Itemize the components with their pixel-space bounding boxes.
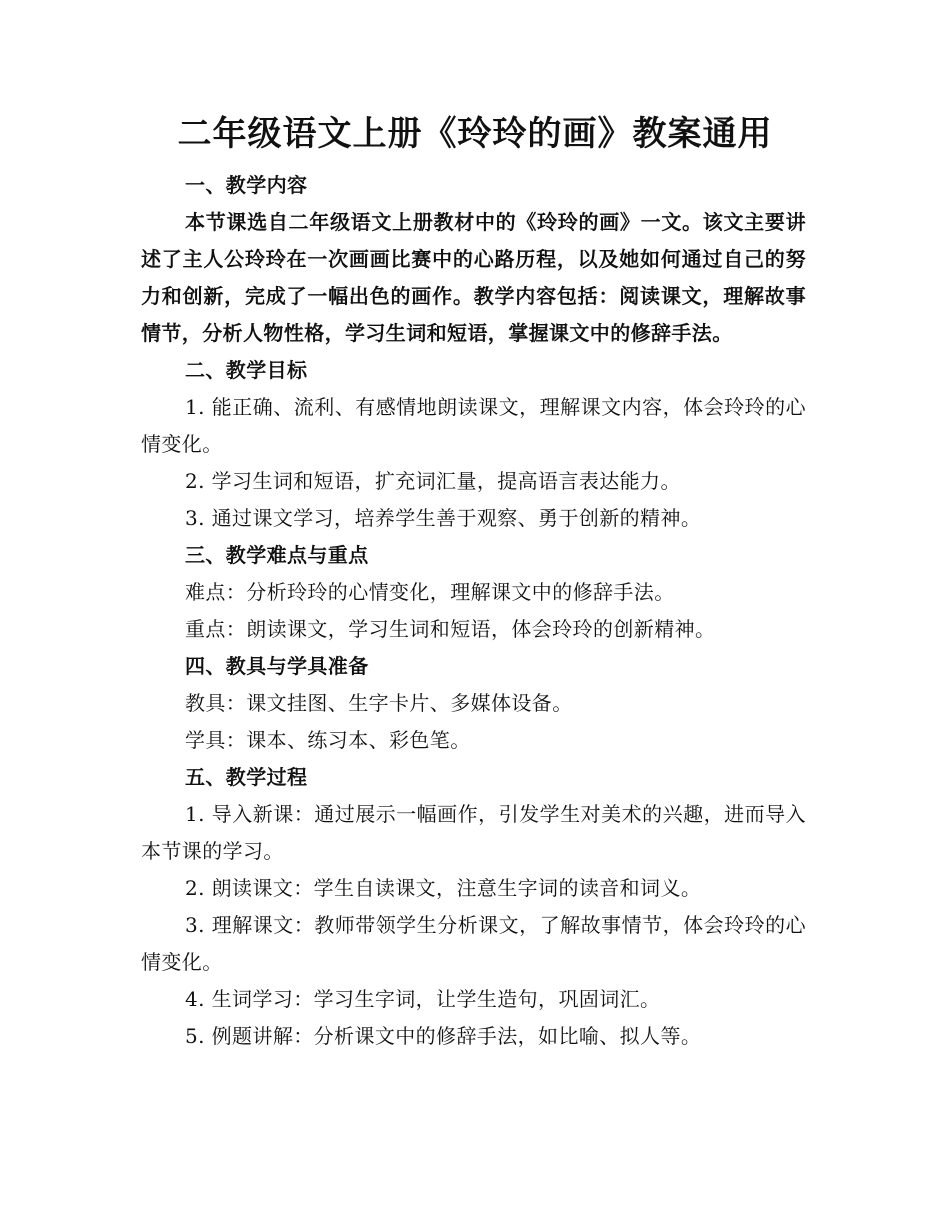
content-paragraph: 本节课选自二年级语文上册教材中的《玲玲的画》一文。该文主要讲述了主人公玲玲在一次画画比赛中的心路历程，以及她如何通过自己的努力和创新，完成了一幅出色的画作。教学内容包括：阅读课文，理解故事情节，分析人物性格，学习生词和短语，掌握课文中的修辞手法。 — [141, 210, 806, 345]
teacher-materials-line: 教具：课文挂图、生字卡片、多媒体设备。 — [185, 691, 573, 715]
key-point-line: 重点：朗读课文，学习生词和短语，体会玲玲的创新精神。 — [185, 617, 716, 641]
student-materials-line: 学具：课本、练习本、彩色笔。 — [185, 728, 471, 752]
process-item-2: 2. 朗读课文：学生自读课文，注意生字词的读音和词义。 — [185, 876, 702, 900]
section-heading-process: 五、教学过程 — [185, 765, 308, 789]
process-item-3: 3. 理解课文：教师带领学生分析课文，了解故事情节，体会玲玲的心情变化。 — [141, 913, 806, 974]
process-item-1: 1. 导入新课：通过展示一幅画作，引发学生对美术的兴趣，进而导入本节课的学习。 — [141, 802, 806, 863]
page-title: 二年级语文上册《玲玲的画》教案通用 — [177, 114, 773, 154]
document-body — [141, 167, 806, 1055]
process-item-5: 5. 例题讲解：分析课文中的修辞手法，如比喻、拟人等。 — [185, 1024, 702, 1048]
objective-item-2: 2. 学习生词和短语，扩充词汇量，提高语言表达能力。 — [185, 469, 681, 493]
section-heading-objectives: 二、教学目标 — [185, 358, 308, 382]
objective-item-3: 3. 通过课文学习，培养学生善于观察、勇于创新的精神。 — [185, 506, 702, 530]
process-item-4: 4. 生词学习：学习生字词，让学生造句，巩固词汇。 — [185, 987, 661, 1011]
difficulty-line: 难点：分析玲玲的心情变化，理解课文中的修辞手法。 — [185, 580, 675, 604]
section-heading-content: 一、教学内容 — [185, 173, 308, 197]
section-heading-materials: 四、教具与学具准备 — [185, 654, 369, 678]
section-heading-difficulties: 三、教学难点与重点 — [185, 543, 369, 567]
objective-item-1: 1. 能正确、流利、有感情地朗读课文，理解课文内容，体会玲玲的心情变化。 — [141, 395, 806, 456]
